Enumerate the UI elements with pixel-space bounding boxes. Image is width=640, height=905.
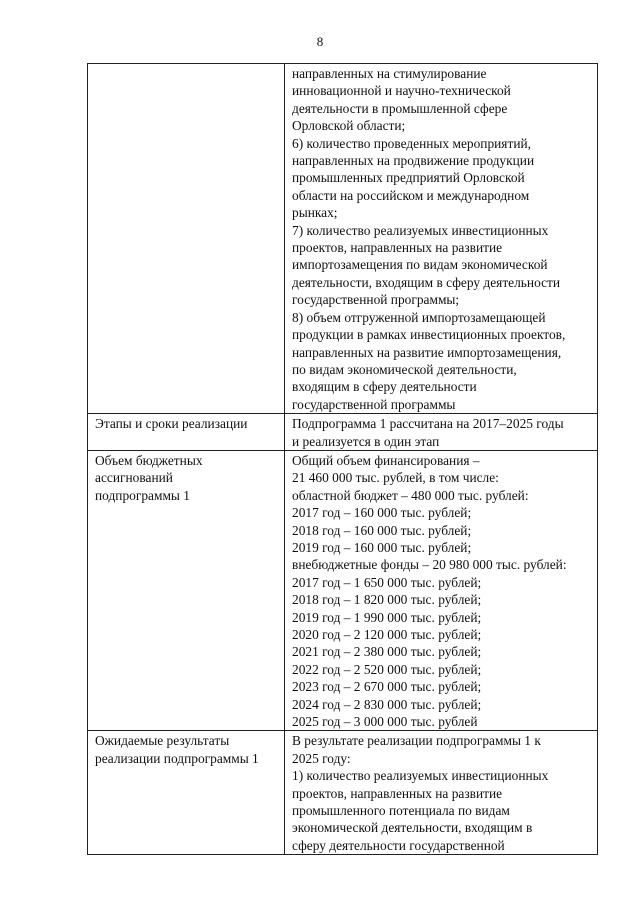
row-value-cell (285, 64, 598, 414)
value-line: 2019 год – 1 990 000 тыс. рублей; (292, 609, 482, 625)
value-line: входящим в сферу деятельности (292, 379, 477, 395)
value-line: экономической деятельности, входящим в (292, 820, 533, 836)
label-line: ассигнований (95, 470, 173, 486)
value-line: 2018 год – 160 000 тыс. рублей; (292, 522, 472, 538)
value-line: и реализуется в один этап (292, 433, 440, 449)
value-line: направленных на стимулирование (292, 66, 487, 81)
label-line: подпрограммы 1 (95, 487, 190, 503)
value-line: 2018 год – 1 820 000 тыс. рублей; (292, 592, 482, 608)
value-line: 6) количество проведенных мероприятий, (292, 135, 531, 151)
value-line: 7) количество реализуемых инвестиционных (292, 222, 549, 238)
value-line: внебюджетные фонды – 20 980 000 тыс. рублей: (292, 557, 567, 573)
value-line: рынках; (292, 205, 338, 221)
label-line: Объем бюджетных (95, 452, 203, 468)
value-line: направленных на развитие импортозамещения, (292, 344, 562, 360)
row-value-cell (285, 450, 598, 731)
label-line: Этапы и сроки реализации (95, 416, 248, 432)
value-line: деятельности в промышленной сфере (292, 100, 508, 116)
table-body (88, 64, 598, 855)
value-line: импортозамещения по видам экономической (292, 257, 548, 273)
table-row (88, 731, 598, 855)
value-line: продукции в рамках инвестиционных проектов, (292, 327, 566, 343)
value-line: 2023 год – 2 670 000 тыс. рублей; (292, 679, 482, 695)
value-line: промышленного потенциала по видам (292, 803, 510, 819)
passport-table (87, 63, 598, 855)
value-line: направленных на продвижение продукции (292, 153, 535, 169)
value-line: 2017 год – 160 000 тыс. рублей; (292, 505, 472, 521)
value-line: 2024 год – 2 830 000 тыс. рублей; (292, 696, 482, 712)
row-label-cell (88, 450, 285, 731)
value-line: промышленных предприятий Орловской (292, 170, 525, 186)
row-value-cell (285, 414, 598, 451)
value-line: деятельности, входящим в сферу деятельности (292, 274, 561, 290)
value-line: 2019 год – 160 000 тыс. рублей; (292, 539, 472, 555)
value-line: 21 460 000 тыс. рублей, в том числе: (292, 470, 499, 486)
row-label-cell (88, 731, 285, 855)
page-number: 8 (316, 34, 324, 49)
label-line: Ожидаемые результаты (95, 733, 230, 749)
value-line: В результате реализации подпрограммы 1 к (292, 733, 541, 749)
table-row (88, 414, 598, 451)
value-line: 2025 году: (292, 750, 351, 766)
value-line: 1) количество реализуемых инвестиционных (292, 768, 549, 784)
value-line: областной бюджет – 480 000 тыс. рублей: (292, 487, 529, 503)
value-line: 2021 год – 2 380 000 тыс. рублей; (292, 644, 482, 660)
value-line: 2022 год – 2 520 000 тыс. рублей; (292, 661, 482, 677)
row-value-cell (285, 731, 598, 855)
value-line: сферу деятельности государственной (292, 837, 505, 853)
value-line: 2025 год – 3 000 000 тыс. рублей (292, 714, 478, 730)
value-line: Орловской области; (292, 118, 406, 134)
value-line: государственной программы; (292, 292, 460, 308)
value-line: Общий объем финансирования – (292, 452, 480, 468)
row-label-cell (88, 64, 285, 414)
value-line: 2017 год – 1 650 000 тыс. рублей; (292, 574, 482, 590)
value-line: государственной программы (292, 396, 456, 412)
table-row (88, 64, 598, 414)
value-line: проектов, направленных на развитие (292, 240, 503, 256)
value-line: 2020 год – 2 120 000 тыс. рублей; (292, 627, 482, 642)
label-line: реализации подпрограммы 1 (95, 750, 259, 766)
value-line: по видам экономической деятельности, (292, 361, 517, 377)
value-line: инновационной и научно-технической (292, 83, 511, 99)
table-row (88, 450, 598, 731)
value-line: проектов, направленных на развитие (292, 785, 503, 801)
value-line: Подпрограмма 1 рассчитана на 2017–2025 годы (292, 416, 564, 432)
value-line: 8) объем отгруженной импортозамещающей (292, 309, 546, 325)
value-line: области на российском и международном (292, 187, 530, 203)
row-label-cell (88, 414, 285, 451)
